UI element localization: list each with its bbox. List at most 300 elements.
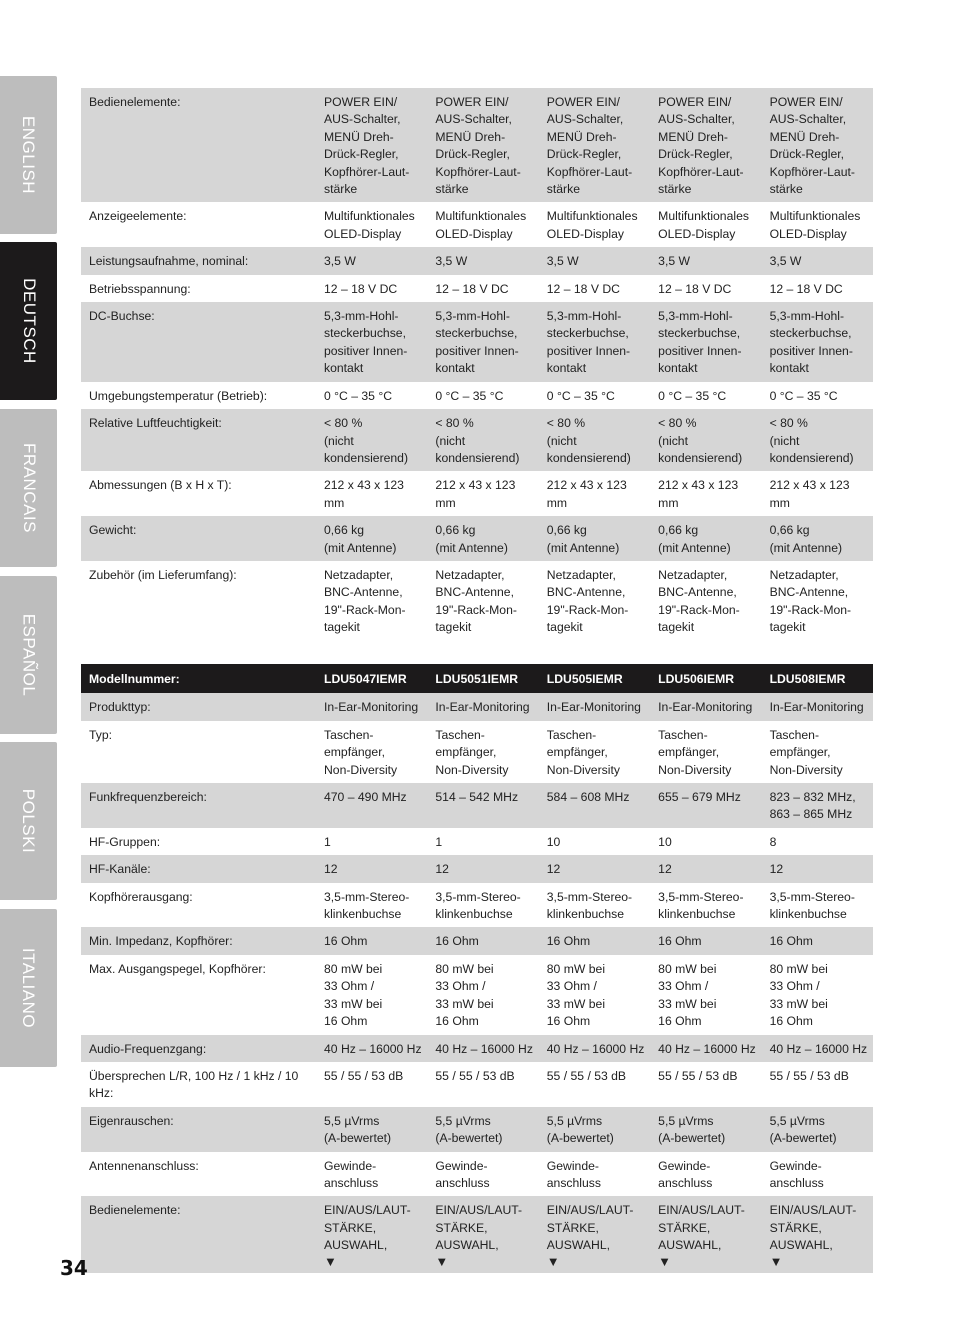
table-row (81, 516, 873, 561)
row-value (316, 664, 427, 693)
cell-text: Taschen- empfänger, Non-Diversity (658, 727, 732, 777)
cell-text: 12 (435, 862, 449, 877)
cell-text: 80 mW bei 33 Ohm / 33 mW bei 16 Ohm (546, 961, 606, 1029)
row-value (427, 202, 538, 247)
row-value (427, 721, 538, 783)
cell-text: 16 Ohm (658, 934, 702, 949)
row-value (316, 471, 427, 516)
cell-text: 0,66 kg (mit Antenne) (546, 523, 620, 555)
cell-text: 12 (769, 862, 784, 877)
row-value (539, 693, 650, 720)
cell-text: 16 Ohm (546, 934, 591, 949)
cell-text: 55 / 55 / 53 dB (324, 1068, 404, 1083)
row-value (762, 302, 873, 382)
cell-text: 1 (324, 834, 331, 849)
cell-text: Gewinde- anschluss (658, 1158, 713, 1190)
row-label: Funkfrequenzbereich: (81, 783, 316, 828)
cell-text: Netzadapter, BNC-Antenne, 19"-Rack-Mon- tagekit (658, 567, 740, 635)
cell-text: 823 – 832 MHz, 863 – 865 MHz (769, 790, 856, 822)
row-value (650, 1152, 761, 1197)
lang-tab-label: POLSKI (19, 788, 39, 854)
cell-text: 12 – 18 V DC (658, 281, 732, 296)
row-label: DC-Buchse: (81, 302, 316, 382)
row-value (316, 382, 427, 409)
cell-text: 0,66 kg (mit Antenne) (658, 523, 731, 555)
cell-text: 5,5 µVrms (A-bewertet) (658, 1113, 726, 1146)
cell-text: 3,5-mm-Stereo- klinkenbuchse (324, 889, 410, 922)
row-value (762, 1196, 873, 1272)
cell-text: 16 Ohm (769, 934, 813, 949)
row-label: Typ: (81, 721, 316, 783)
cell-text: 584 – 608 MHz (546, 790, 630, 805)
cell-text: Gewinde- anschluss (324, 1158, 379, 1190)
row-value (427, 1062, 538, 1107)
down-arrow-icon: ▼ (324, 1253, 337, 1269)
cell-text: 80 mW bei 33 Ohm / 33 mW bei 16 Ohm (769, 961, 828, 1029)
cell-text: Multifunktionales OLED-Display (769, 209, 861, 241)
row-value (427, 247, 538, 274)
row-value (539, 828, 650, 855)
row-label: Max. Ausgangspegel, Kopfhörer: (81, 955, 316, 1035)
row-value (650, 88, 761, 202)
row-value (316, 955, 427, 1035)
cell-text: 12 – 18 V DC (769, 281, 843, 296)
cell-text: 5,5 µVrms (A-bewertet) (435, 1113, 503, 1146)
row-value (650, 302, 761, 382)
row-value (762, 927, 873, 954)
row-value (539, 1062, 650, 1107)
row-value (316, 275, 427, 302)
row-value (539, 1107, 650, 1152)
row-value (762, 1107, 873, 1152)
row-value (427, 561, 538, 641)
row-value (539, 955, 650, 1035)
row-label: HF-Gruppen: (81, 828, 316, 855)
cell-text: 3,5 W (769, 254, 802, 269)
row-value (539, 516, 650, 561)
cell-text: 40 Hz – 16000 Hz (769, 1041, 868, 1056)
lang-tab-label: DEUTSCH (19, 278, 39, 364)
row-value (316, 1035, 427, 1062)
row-value (650, 783, 761, 828)
cell-text: < 80 % (nicht kondensierend) (435, 416, 520, 465)
cell-text: 80 mW bei 33 Ohm / 33 mW bei 16 Ohm (324, 961, 383, 1029)
cell-text: 10 (658, 834, 672, 849)
cell-text: 3,5-mm-Stereo- klinkenbuchse (435, 889, 521, 922)
row-value (316, 247, 427, 274)
row-value (762, 247, 873, 274)
row-label: Leistungsaufnahme, nominal: (81, 247, 316, 274)
row-value (316, 721, 427, 783)
cell-text: < 80 % (nicht kondensierend) (658, 416, 743, 465)
cell-text: 0 °C – 35 °C (435, 388, 504, 403)
row-value (762, 275, 873, 302)
row-value (316, 1152, 427, 1197)
row-value (539, 664, 650, 693)
table-row (81, 302, 873, 382)
cell-text: 10 (546, 834, 561, 849)
cell-text: 0 °C – 35 °C (658, 388, 727, 403)
cell-text: 0 °C – 35 °C (324, 388, 393, 403)
cell-text: 40 Hz – 16000 Hz (546, 1041, 645, 1056)
row-value (762, 693, 873, 720)
row-value (539, 783, 650, 828)
cell-text: Taschen- empfänger, Non-Diversity (546, 727, 620, 777)
row-value (650, 471, 761, 516)
row-value (539, 1035, 650, 1062)
row-value (762, 409, 873, 471)
row-value (427, 664, 538, 693)
table-row (81, 883, 873, 928)
cell-text: Netzadapter, BNC-Antenne, 19"-Rack-Mon- tagekit (324, 567, 406, 635)
row-value (762, 1152, 873, 1197)
lang-tab-polski[interactable] (0, 742, 57, 900)
row-value (427, 855, 538, 882)
cell-text: 16 Ohm (324, 934, 368, 949)
cell-text: 470 – 490 MHz (324, 790, 407, 805)
cell-text: 12 (658, 862, 672, 877)
row-value (316, 1196, 427, 1272)
row-value (650, 275, 761, 302)
row-value (539, 275, 650, 302)
cell-text: 12 – 18 V DC (546, 281, 620, 296)
row-value (427, 1152, 538, 1197)
lang-tab-label: ITALIANO (19, 947, 39, 1029)
row-value (539, 247, 650, 274)
cell-text: LDU5047IEMR (324, 672, 407, 686)
cell-text: Multifunktionales OLED-Display (658, 209, 749, 241)
table-header-row (81, 664, 873, 693)
row-value (762, 783, 873, 828)
row-value (650, 927, 761, 954)
row-value (762, 721, 873, 783)
row-value (650, 1196, 761, 1272)
row-value (762, 1035, 873, 1062)
row-value (650, 409, 761, 471)
row-value (316, 1062, 427, 1107)
cell-text: 212 x 43 x 123 mm (435, 478, 516, 510)
row-value (650, 516, 761, 561)
cell-text: EIN/AUS/LAUT- STÄRKE, AUSWAHL, (769, 1203, 857, 1253)
cell-text: Taschen- empfänger, Non-Diversity (769, 727, 843, 777)
row-value (539, 721, 650, 783)
row-value (650, 721, 761, 783)
row-value (650, 202, 761, 247)
cell-text: POWER EIN/ AUS-Schalter, MENÜ Dreh- Drück-Regler, Kopfhörer-Laut- stärke (435, 95, 521, 197)
row-value (427, 1035, 538, 1062)
table-row (81, 1062, 873, 1107)
cell-text: 0,66 kg (mit Antenne) (769, 523, 843, 555)
cell-text: 40 Hz – 16000 Hz (658, 1041, 756, 1056)
row-label: Zubehör (im Lieferumfang): (81, 561, 316, 641)
table-row (81, 1107, 873, 1152)
cell-text: 12 (546, 862, 561, 877)
cell-text: 3,5-mm-Stereo- klinkenbuchse (769, 889, 855, 922)
table-row (81, 1152, 873, 1197)
cell-text: 514 – 542 MHz (435, 790, 519, 805)
row-value (539, 927, 650, 954)
row-value (650, 247, 761, 274)
row-value (539, 1196, 650, 1272)
cell-text: Multifunktionales OLED-Display (546, 209, 638, 241)
row-value (539, 202, 650, 247)
cell-text: EIN/AUS/LAUT- STÄRKE, AUSWAHL, (324, 1203, 411, 1253)
row-value (316, 409, 427, 471)
row-value (316, 202, 427, 247)
cell-text: 40 Hz – 16000 Hz (435, 1041, 533, 1056)
table-row (81, 1035, 873, 1062)
row-label: Bedienelemente: (81, 88, 316, 202)
row-value (316, 1107, 427, 1152)
cell-text: LDU506IEMR (658, 672, 735, 686)
row-value (316, 302, 427, 382)
cell-text: 3,5 W (658, 254, 691, 269)
row-value (427, 693, 538, 720)
cell-text: 5,3-mm-Hohl- steckerbuchse, positiver Innen- kontakt (658, 309, 742, 376)
cell-text: In-Ear-Monitoring (658, 700, 753, 715)
cell-text: 0,66 kg (mit Antenne) (435, 523, 508, 555)
row-value (427, 516, 538, 561)
cell-text: 1 (435, 834, 443, 849)
row-value (427, 302, 538, 382)
row-value (539, 855, 650, 882)
cell-text: Gewinde- anschluss (546, 1158, 601, 1190)
down-arrow-icon: ▼ (435, 1253, 449, 1269)
cell-text: POWER EIN/ AUS-Schalter, MENÜ Dreh- Drück-Regler, Kopfhörer-Laut- stärke (658, 95, 744, 197)
table-row (81, 382, 873, 409)
row-value (650, 561, 761, 641)
cell-text: Gewinde- anschluss (435, 1158, 490, 1190)
row-label: Produkttyp: (81, 693, 316, 720)
row-value (427, 471, 538, 516)
cell-text: In-Ear-Monitoring (435, 700, 530, 715)
table-row (81, 828, 873, 855)
lang-tab-label: ESPAÑOL (19, 613, 39, 697)
cell-text: EIN/AUS/LAUT- STÄRKE, AUSWAHL, (546, 1203, 634, 1253)
row-value (539, 561, 650, 641)
row-value (762, 516, 873, 561)
cell-text: < 80 % (nicht kondensierend) (769, 416, 854, 465)
lang-tab-label: FRANCAIS (19, 443, 39, 533)
cell-text: 5,5 µVrms (A-bewertet) (546, 1113, 614, 1146)
cell-text: < 80 % (nicht kondensierend) (324, 416, 409, 465)
row-value (316, 828, 427, 855)
cell-text: 0 °C – 35 °C (769, 388, 838, 403)
cell-text: 0,66 kg (mit Antenne) (324, 523, 397, 555)
down-arrow-icon: ▼ (546, 1253, 560, 1269)
row-value (539, 382, 650, 409)
cell-text: 12 – 18 V DC (435, 281, 509, 296)
cell-text: Gewinde- anschluss (769, 1158, 824, 1190)
row-value (650, 883, 761, 928)
row-value (650, 1062, 761, 1107)
row-value (650, 955, 761, 1035)
cell-text: 212 x 43 x 123 mm (658, 478, 739, 510)
row-value (650, 382, 761, 409)
cell-text: 3,5 W (324, 254, 356, 269)
cell-text: 55 / 55 / 53 dB (546, 1068, 627, 1083)
row-value (762, 202, 873, 247)
row-label: HF-Kanäle: (81, 855, 316, 882)
row-label: Gewicht: (81, 516, 316, 561)
row-label: Kopfhörerausgang: (81, 883, 316, 928)
cell-text: Netzadapter, BNC-Antenne, 19"-Rack-Mon- tagekit (769, 567, 852, 635)
table-row (81, 202, 873, 247)
row-value (427, 88, 538, 202)
row-value (762, 883, 873, 928)
row-value (762, 382, 873, 409)
cell-text: In-Ear-Monitoring (324, 700, 419, 715)
cell-text: 12 (324, 862, 338, 877)
row-value (650, 664, 761, 693)
row-label: Modellnummer: (81, 664, 316, 693)
table-row (81, 247, 873, 274)
row-value (762, 828, 873, 855)
cell-text: POWER EIN/ AUS-Schalter, MENÜ Dreh- Drück-Regler, Kopfhörer-Laut- stärke (546, 95, 633, 197)
cell-text: 3,5 W (546, 254, 579, 269)
row-value (427, 382, 538, 409)
cell-text: Taschen- empfänger, Non-Diversity (324, 727, 398, 777)
cell-text: 55 / 55 / 53 dB (435, 1068, 515, 1083)
table-row (81, 783, 873, 828)
row-value (427, 275, 538, 302)
cell-text: Netzadapter, BNC-Antenne, 19"-Rack-Mon- tagekit (435, 567, 517, 635)
row-label: Anzeigeelemente: (81, 202, 316, 247)
row-value (316, 883, 427, 928)
cell-text: 40 Hz – 16000 Hz (324, 1041, 422, 1056)
cell-text: 212 x 43 x 123 mm (324, 478, 404, 510)
row-label: Betriebsspannung: (81, 275, 316, 302)
row-value (762, 1062, 873, 1107)
cell-text: 12 – 18 V DC (324, 281, 398, 296)
row-label: Relative Luftfeuchtigkeit: (81, 409, 316, 471)
cell-text: 16 Ohm (435, 934, 479, 949)
cell-text: EIN/AUS/LAUT- STÄRKE, AUSWAHL, (435, 1203, 523, 1253)
table-row (81, 409, 873, 471)
row-value (316, 783, 427, 828)
row-value (539, 88, 650, 202)
cell-text: Multifunktionales OLED-Display (324, 209, 415, 241)
page-number: 34 (60, 1256, 88, 1280)
row-value (762, 855, 873, 882)
row-value (427, 828, 538, 855)
cell-text: 5,5 µVrms (A-bewertet) (769, 1113, 837, 1146)
cell-text: 0 °C – 35 °C (546, 388, 615, 403)
down-arrow-icon: ▼ (769, 1253, 783, 1269)
cell-text: 5,3-mm-Hohl- steckerbuchse, positiver Innen- kontakt (546, 309, 631, 376)
table-row (81, 855, 873, 882)
cell-text: In-Ear-Monitoring (769, 700, 864, 715)
table-row (81, 471, 873, 516)
row-label: Umgebungstemperatur (Betrieb): (81, 382, 316, 409)
cell-text: 80 mW bei 33 Ohm / 33 mW bei 16 Ohm (435, 961, 494, 1029)
down-arrow-icon: ▼ (658, 1253, 672, 1269)
cell-text: POWER EIN/ AUS-Schalter, MENÜ Dreh- Drück-Regler, Kopfhörer-Laut- stärke (769, 95, 855, 197)
cell-text: 3,5-mm-Stereo- klinkenbuchse (658, 889, 744, 922)
table-row (81, 955, 873, 1035)
row-value (427, 1196, 538, 1272)
row-label: Übersprechen L/R, 100 Hz / 1 kHz / 10 kHz: (81, 1062, 316, 1107)
cell-text: Taschen- empfänger, Non-Diversity (435, 727, 509, 777)
cell-text: 80 mW bei 33 Ohm / 33 mW bei 16 Ohm (658, 961, 717, 1029)
row-value (650, 693, 761, 720)
row-value (316, 561, 427, 641)
spec-table-models (81, 664, 873, 1273)
lang-tab-deutsch[interactable] (0, 242, 57, 400)
cell-text: Netzadapter, BNC-Antenne, 19"-Rack-Mon- tagekit (546, 567, 629, 635)
row-label: Min. Impedanz, Kopfhörer: (81, 927, 316, 954)
row-value (427, 1107, 538, 1152)
row-value (539, 471, 650, 516)
row-value (427, 927, 538, 954)
row-label: Eigenrauschen: (81, 1107, 316, 1152)
cell-text: 5,3-mm-Hohl- steckerbuchse, positiver Innen- kontakt (769, 309, 853, 376)
table-row (81, 721, 873, 783)
row-value (316, 516, 427, 561)
row-value (539, 409, 650, 471)
cell-text: POWER EIN/ AUS-Schalter, MENÜ Dreh- Drück-Regler, Kopfhörer-Laut- stärke (324, 95, 410, 197)
table-row (81, 927, 873, 954)
row-label: Bedienelemente: (81, 1196, 316, 1272)
row-value (539, 1152, 650, 1197)
cell-text: 212 x 43 x 123 mm (546, 478, 627, 510)
cell-text: 8 (769, 834, 777, 849)
lang-tab-italiano[interactable] (0, 909, 57, 1067)
row-value (762, 561, 873, 641)
cell-text: 3,5-mm-Stereo- klinkenbuchse (546, 889, 633, 922)
row-label: Antennenanschluss: (81, 1152, 316, 1197)
table-row (81, 561, 873, 641)
row-value (427, 955, 538, 1035)
table-row (81, 275, 873, 302)
cell-text: LDU508IEMR (769, 672, 846, 686)
row-value (427, 409, 538, 471)
row-value (650, 1035, 761, 1062)
row-label: Abmessungen (B x H x T): (81, 471, 316, 516)
row-value (316, 927, 427, 954)
cell-text: In-Ear-Monitoring (546, 700, 641, 715)
cell-text: Multifunktionales OLED-Display (435, 209, 527, 241)
row-value (427, 783, 538, 828)
lang-tab-label: ENGLISH (19, 115, 39, 195)
cell-text: 3,5 W (435, 254, 468, 269)
cell-text: LDU5051IEMR (435, 672, 519, 686)
cell-text: EIN/AUS/LAUT- STÄRKE, AUSWAHL, (658, 1203, 745, 1253)
cell-text: 655 – 679 MHz (658, 790, 741, 805)
row-value (650, 828, 761, 855)
row-value (316, 855, 427, 882)
row-value (316, 693, 427, 720)
cell-text: 55 / 55 / 53 dB (769, 1068, 849, 1083)
row-value (427, 883, 538, 928)
lang-tab-english[interactable] (0, 76, 57, 234)
table-row (81, 1196, 873, 1272)
table-row (81, 693, 873, 720)
cell-text: 55 / 55 / 53 dB (658, 1068, 738, 1083)
row-value (316, 88, 427, 202)
row-value (762, 471, 873, 516)
cell-text: < 80 % (nicht kondensierend) (546, 416, 631, 465)
cell-text: 5,5 µVrms (A-bewertet) (324, 1113, 392, 1146)
table-row (81, 88, 873, 202)
row-value (539, 883, 650, 928)
lang-tab-espanol[interactable] (0, 576, 57, 734)
lang-tab-francais[interactable] (0, 409, 57, 567)
cell-text: LDU505IEMR (546, 672, 623, 686)
row-value (650, 855, 761, 882)
row-label: Audio-Frequenzgang: (81, 1035, 316, 1062)
row-value (762, 664, 873, 693)
